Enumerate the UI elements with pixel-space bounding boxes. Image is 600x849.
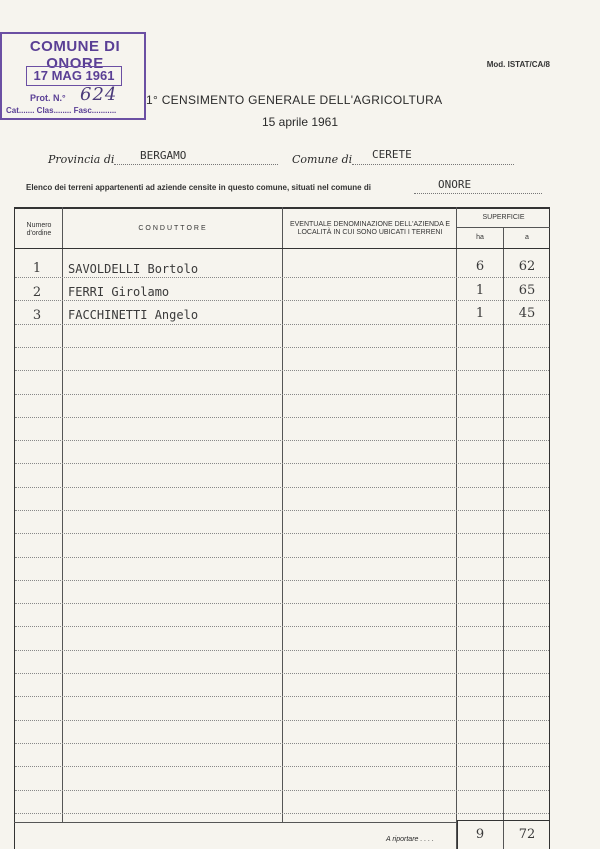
row-ha: 1 — [475, 306, 485, 321]
superficie-divider — [456, 227, 550, 228]
stamp-title: COMUNE DI ONORE — [29, 38, 121, 72]
row-rule — [15, 277, 549, 278]
row-rule — [15, 370, 549, 371]
row-conduttore: FACCHINETTI Angelo — [68, 308, 199, 322]
row-rule — [15, 487, 549, 488]
form-date: 15 aprile 1961 — [261, 115, 339, 129]
row-rule — [15, 790, 549, 791]
row-rule — [15, 813, 549, 814]
row-rule — [15, 650, 549, 651]
row-rule — [15, 300, 549, 301]
row-rule — [15, 603, 549, 604]
stamp-date: 17 MAG 1961 — [26, 66, 122, 86]
row-rule — [15, 417, 549, 418]
row-number: 3 — [32, 308, 42, 323]
row-a: 62 — [518, 259, 536, 274]
total-a: 72 — [518, 827, 536, 842]
comune-label: Comune di — [292, 153, 353, 166]
row-rule — [15, 324, 549, 325]
row-ha: 1 — [475, 283, 485, 298]
stamp-footer: Cat....... Clas........ Fasc........... — [6, 106, 117, 115]
row-a: 45 — [518, 306, 536, 321]
row-rule — [15, 673, 549, 674]
row-number: 2 — [32, 285, 42, 300]
row-conduttore: FERRI Girolamo — [68, 285, 170, 299]
comune-value: CERETE — [372, 148, 412, 161]
header-numero: Numero d'ordine — [26, 222, 52, 237]
row-rule — [15, 533, 549, 534]
elenco-value: ONORE — [438, 178, 472, 191]
header-a: a — [525, 234, 529, 241]
elenco-line — [414, 193, 542, 194]
row-rule — [15, 766, 549, 767]
municipal-stamp — [0, 32, 146, 120]
row-rule — [15, 510, 549, 511]
row-rule — [15, 394, 549, 395]
row-ha: 6 — [475, 259, 485, 274]
stamp-protocol-label: Prot. N.° — [30, 93, 66, 103]
row-rule — [15, 463, 549, 464]
header-conduttore: CONDUTTORE — [138, 225, 208, 232]
row-rule — [15, 580, 549, 581]
table-end-rule — [14, 822, 456, 823]
header-superficie: SUPERFICIE — [482, 214, 525, 221]
row-rule — [15, 440, 549, 441]
row-rule — [15, 626, 549, 627]
header-bottom-rule — [14, 248, 550, 249]
comune-line — [352, 164, 514, 165]
stamp-protocol-number: 624 — [80, 84, 118, 105]
header-ha: ha — [476, 234, 484, 241]
provincia-label: Provincia di — [48, 153, 115, 166]
column-divider — [456, 207, 457, 849]
row-rule — [15, 743, 549, 744]
row-rule — [15, 720, 549, 721]
row-conduttore: SAVOLDELLI Bortolo — [68, 262, 199, 276]
provincia-line — [114, 164, 278, 165]
row-rule — [15, 347, 549, 348]
row-rule — [15, 696, 549, 697]
provincia-value: BERGAMO — [140, 149, 187, 162]
model-code: Mod. ISTAT/CA/8 — [486, 60, 550, 69]
row-a: 65 — [518, 283, 536, 298]
riportare-label: A riportare . . . . — [386, 836, 434, 843]
header-denominazione: EVENTUALE DENOMINAZIONE DELL'AZIENDA E LOCALITÀ IN CUI SONO UBICATI I TERRENI — [289, 221, 451, 236]
form-title: 1° CENSIMENTO GENERALE DELL'AGRICOLTURA — [146, 93, 443, 107]
row-number: 1 — [32, 261, 42, 276]
row-rule — [15, 557, 549, 558]
elenco-label: Elenco dei terreni appartenenti ad aziende censite in questo comune, situati nel comune di — [26, 183, 371, 192]
total-ha: 9 — [475, 827, 485, 842]
column-divider — [503, 227, 504, 849]
